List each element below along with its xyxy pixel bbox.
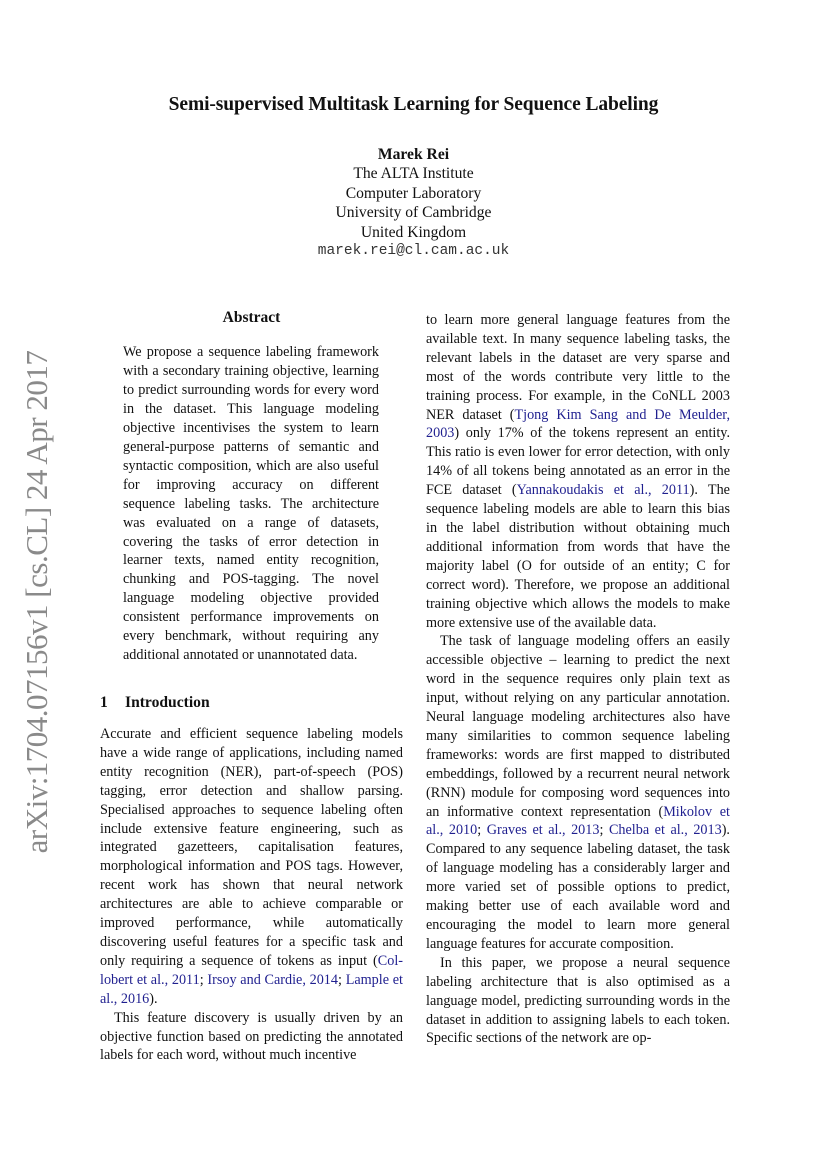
paragraph-text: The task of language modeling offers an easily accessible objective – learning to predict the next word in the sequence requires only plain text as input, without relying on any particular annotation. Neural language modeling architectures also have many similarities to common sequence labeling frameworks: words are first mapped to distributed embeddings, followed by a recurrent neural network (RNN) module for composing word sequences into an informative context representation ( — [426, 633, 730, 820]
citation-link[interactable]: Irsoy and Cardie, 2014 — [207, 971, 338, 988]
paragraph-text: ). The sequence labeling models are able to learn this bias in the label distribution without obtaining much additional information from words that have the majority label (O for outside of an entity; C for correct word). Therefore, we propose an additional training objective which allows the models to make more extensive use of the available data. — [426, 482, 730, 631]
citation-link[interactable]: Tjong Kim Sang and De Meulder, 2003 — [426, 406, 730, 442]
intro-paragraph-2-cont — [426, 311, 730, 632]
paragraph-text: This feature discovery is usually driven by an objective function based on predicting the annotated labels for each word, without much incentive — [100, 1009, 403, 1064]
section-title: Introduction — [125, 694, 210, 711]
intro-left-column — [100, 725, 403, 1065]
intro-right-column — [426, 311, 730, 1048]
affiliation-line: University of Cambridge — [335, 204, 492, 222]
citation-link[interactable]: Collobert et al., 2011 — [100, 952, 403, 988]
citation-link[interactable]: Graves et al., 2013 — [486, 822, 600, 839]
paper-title: Semi-supervised Multitask Learning for Sequence Labeling — [168, 94, 659, 115]
author-name: Marek Rei — [377, 146, 450, 163]
author-block — [0, 145, 827, 261]
citation-link[interactable]: Chelba et al., 2013 — [608, 822, 722, 839]
abstract-heading: Abstract — [222, 309, 281, 326]
paragraph-text: Accurate and efficient sequence labeling models have a wide range of applications, including named entity recognition (NER), part-of-speech (POS) tagging, error detection and shallow parsing. Specialised approaches to sequence labeling often include extensive feature engineering, such as integrated gazetteers, capitalisation features, morphological information and POS tags. However, recent work has shown that neural network architectures are able to achieve comparable or improved performance, while automatically discovering useful features for a specific task and only requiring a sequence of tokens as input ( — [100, 726, 403, 969]
intro-paragraph-3: The task of language modeling offers an easily accessible objective – learning to predict the next word in the sequence requires only plain text as input, without relying on any particular annotation. Neural language modeling architectures also have many similarities to common sequence labeling frameworks: words are first mapped to distributed embeddings, followed by a recurrent neural network (RNN) module for composing word sequences into an informative context representation (Mikolov et al., 2010; Graves et al., 2013; Chelba et al., 2013). Compared to any sequence labeling dataset, the task of language modeling has a considerably larger and more varied set of possible options to predict, making better use of each available word and encouraging the model to learn more general language features for accurate composition. — [426, 633, 730, 952]
affiliation-line: United Kingdom — [360, 223, 467, 241]
abstract-text — [123, 343, 379, 665]
citation-link[interactable]: Mikolov et al., 2010 — [426, 803, 730, 839]
affiliation-line: The ALTA Institute — [353, 165, 474, 183]
paragraph-text: ) only 17% of the tokens represent an entity. This ratio is even lower for error detection, with only 14% of all tokens being annotated as an error in the FCE dataset ( — [426, 425, 730, 499]
intro-paragraph-2-start — [100, 1009, 403, 1066]
paragraph-text: to learn more general language features from the available text. In many sequence labeling tasks, the relevant labels in the dataset are very sparse and most of the words contribute very little to the training process. For example, in the CoNLL 2003 NER dataset ( — [426, 312, 730, 423]
affiliation-line: Computer Laboratory — [345, 184, 482, 202]
author-email[interactable]: marek.rei@cl.cam.ac.uk — [317, 243, 510, 260]
section-number: 1 — [100, 694, 108, 711]
citation-link[interactable]: Lample et al., 2016 — [100, 971, 403, 1007]
abstract-paragraph: We propose a sequence labeling framework with a secondary training objective, learning to predict surrounding words for every word in the dataset. This language modeling objective incentivises the system to learn general-purpose patterns of semantic and syntactic composition, which are also useful for improving accuracy on different sequence labeling tasks. The architecture was evaluated on a range of datasets, covering the tasks of error detection in learner texts, named entity recognition, chunking and POS-tagging. The novel language modeling objective provided consistent performance improvements on every benchmark, without requiring any additional annotated or unannotated data. — [123, 344, 379, 664]
section-heading-introduction — [100, 694, 210, 712]
intro-paragraph-4 — [426, 954, 730, 1049]
citation-link[interactable]: Yannakoudakis et al., 2011 — [516, 482, 690, 499]
intro-paragraph-1: Accurate and efficient sequence labeling models have a wide range of applications, including named entity recognition (NER), part-of-speech (POS) tagging, error detection and shallow parsing. Specialised approaches to sequence labeling often include extensive feature engineering, such as integrated gazetteers, capitalisation features, morphological information and POS tags. However, recent work has shown that neural network architectures are able to achieve comparable or improved performance, while automatically discovering useful features for a specific task and only requiring a sequence of tokens as input (Collobert et al., 2011; Irsoy and Cardie, 2014; Lample et al., 2016). — [100, 726, 403, 1007]
paragraph-text: ). — [149, 990, 158, 1007]
arxiv-identifier[interactable]: arXiv:1704.07156v1 [cs.CL] 24 Apr 2017 — [19, 350, 54, 854]
paragraph-text: In this paper, we propose a neural sequence labeling architecture that is also optimised as a language model, predicting surrounding words in the dataset in addition to assigning labels to each token. Specific sections of the network are op- — [426, 954, 730, 1047]
paragraph-text: ). Compared to any sequence labeling dataset, the task of language modeling has a considerably larger and more varied set of possible options to predict, making better use of each available word and encouraging the model to learn more general language features for accurate composition. — [426, 822, 730, 952]
